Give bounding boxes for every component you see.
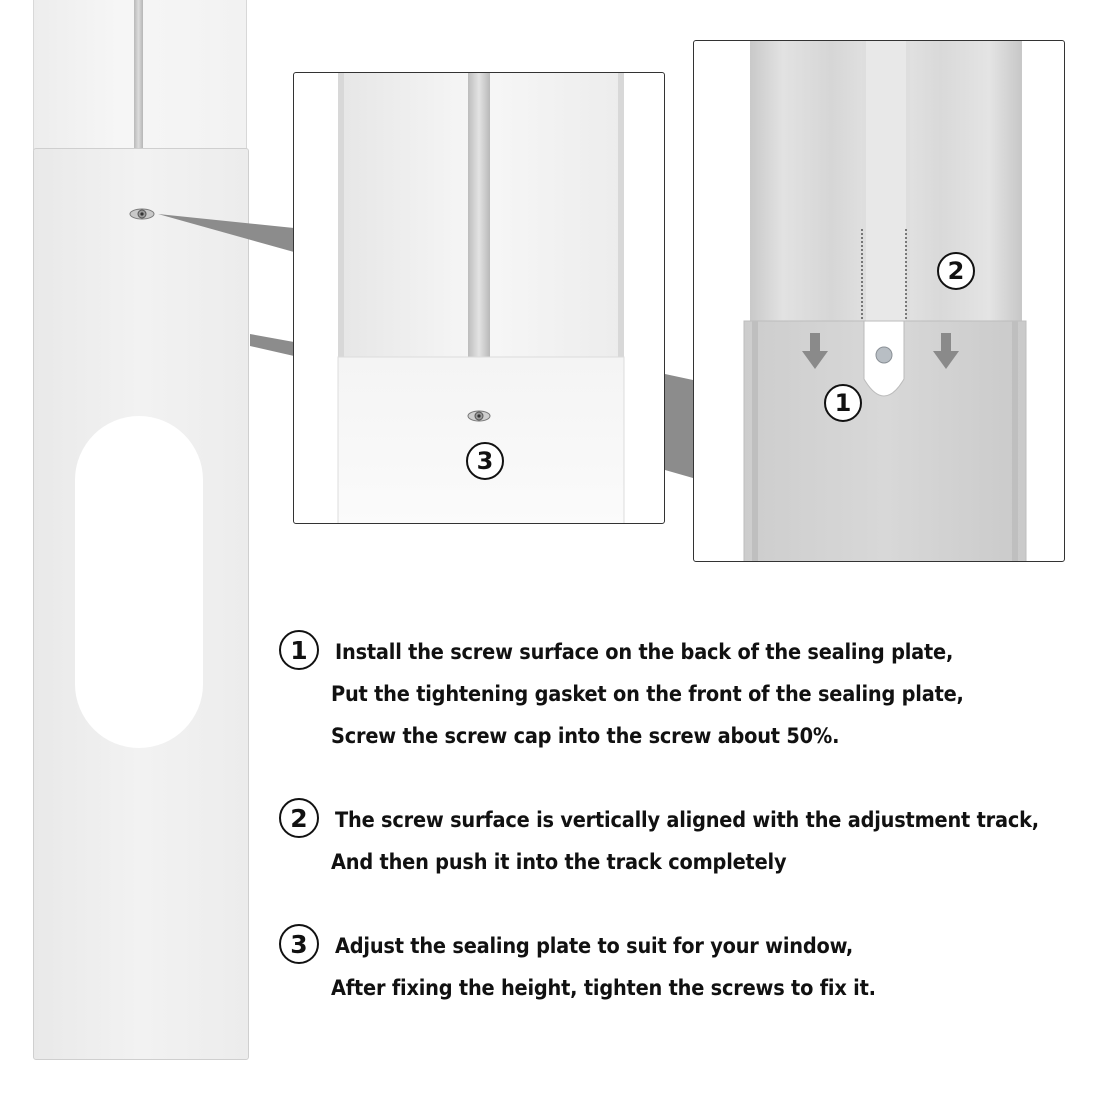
marker-step-3: 3 xyxy=(466,442,504,480)
instruction-step-1 xyxy=(279,630,1079,760)
instruction-step-3 xyxy=(279,924,1079,1014)
step-text-line: The screw surface is vertically aligned with the adjustment track, xyxy=(335,808,1039,833)
instruction-step-2 xyxy=(279,798,1079,888)
step-number-badge: 2 xyxy=(279,798,319,838)
track-detail-illustration xyxy=(694,41,1065,562)
step-text-line: Screw the screw cap into the screw about 50%. xyxy=(331,724,840,749)
marker-step-2: 2 xyxy=(937,252,975,290)
marker-step-1: 1 xyxy=(824,384,862,422)
step-text-line: Adjust the sealing plate to suit for your window, xyxy=(335,934,854,959)
step-text-line: After fixing the height, tighten the screws to fix it. xyxy=(331,976,876,1001)
detail-frame-track xyxy=(693,40,1065,562)
step-text-line: Put the tightening gasket on the front of the sealing plate, xyxy=(331,682,964,707)
step-text-line: And then push it into the track completely xyxy=(331,850,787,875)
step-text-line: Install the screw surface on the back of the sealing plate, xyxy=(335,640,954,665)
step-number-badge: 3 xyxy=(279,924,319,964)
detail-frame-screw xyxy=(293,72,665,524)
step-number-badge: 1 xyxy=(279,630,319,670)
